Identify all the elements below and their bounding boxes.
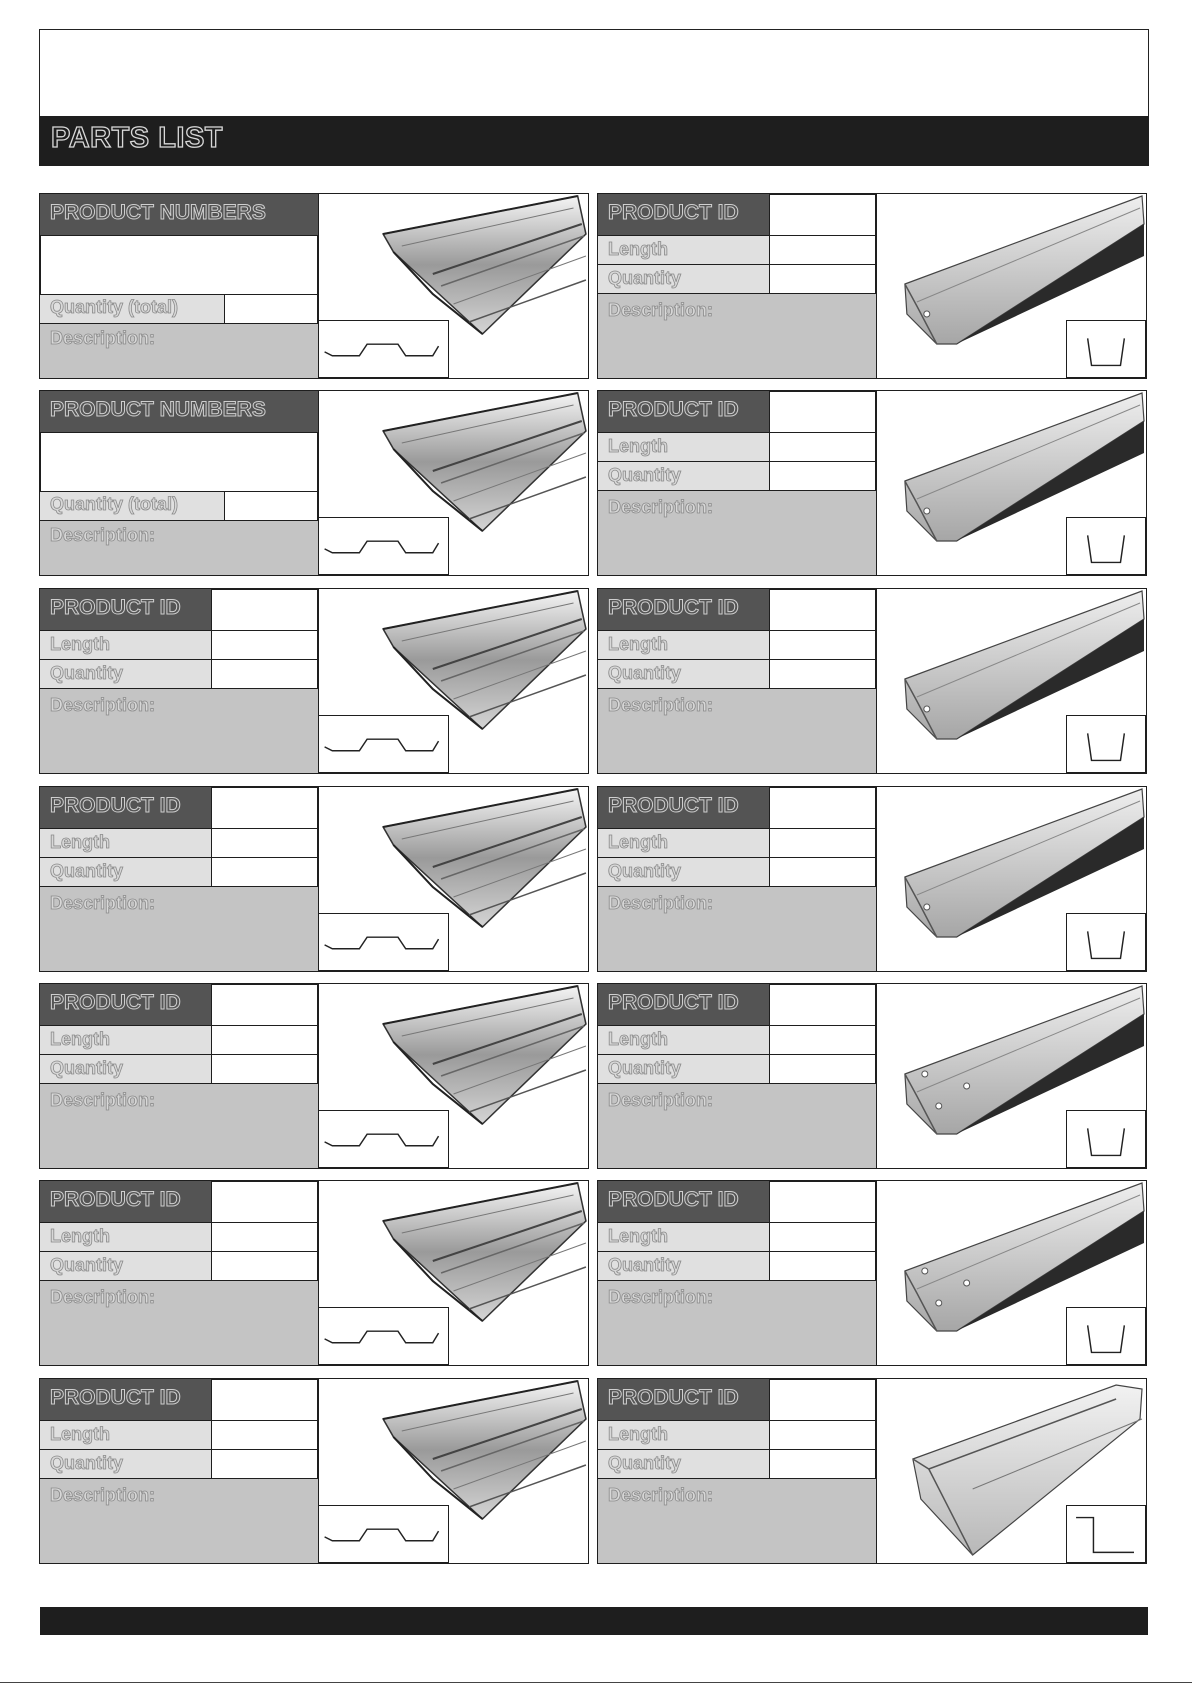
quantity-field[interactable]: [769, 857, 876, 887]
product-id-field[interactable]: [769, 1181, 876, 1223]
quantity-field[interactable]: [211, 857, 318, 887]
quantity-field[interactable]: [211, 659, 318, 689]
quantity-label: Quantity: [608, 465, 682, 485]
u-channel-profile-icon: [1066, 320, 1146, 378]
length-label: Length: [608, 832, 668, 852]
part-card: [597, 786, 1147, 972]
product-id-label: PRODUCT ID: [608, 596, 739, 619]
length-field[interactable]: [769, 630, 876, 660]
part-card: [597, 390, 1147, 576]
description-label: Description:: [608, 1287, 714, 1307]
description-label: Description:: [50, 1485, 156, 1505]
length-field[interactable]: [769, 1222, 876, 1252]
quantity-field[interactable]: [769, 461, 876, 491]
bottom-line: [0, 1682, 1192, 1683]
quantity-field[interactable]: [769, 1054, 876, 1084]
product-numbers-label: PRODUCT NUMBERS: [50, 201, 266, 224]
product-id-field[interactable]: [211, 589, 318, 631]
part-card: [39, 588, 589, 774]
description-label: Description:: [50, 893, 156, 913]
footer-bar: [40, 1607, 1148, 1635]
part-card: [597, 193, 1147, 379]
trapezoid-profile-icon: [318, 715, 449, 773]
quantity-label: Quantity: [608, 861, 682, 881]
quantity-label: Quantity: [50, 1255, 124, 1275]
product-id-label: PRODUCT ID: [50, 1386, 181, 1409]
product-id-field[interactable]: [211, 787, 318, 829]
description-label: Description:: [50, 328, 156, 348]
part-card: [39, 193, 589, 379]
part-card: [39, 390, 589, 576]
quantity-field[interactable]: [769, 1251, 876, 1281]
product-id-label: PRODUCT ID: [50, 991, 181, 1014]
trapezoid-profile-icon: [318, 1505, 449, 1563]
u-channel-profile-icon: [1066, 1110, 1146, 1168]
product-id-label: PRODUCT ID: [608, 201, 739, 224]
description-label: Description:: [608, 497, 714, 517]
part-card: [39, 983, 589, 1169]
quantity-label: Quantity: [608, 268, 682, 288]
length-field[interactable]: [211, 1420, 318, 1450]
quantity-field[interactable]: [769, 1449, 876, 1479]
length-field[interactable]: [211, 828, 318, 858]
u-channel-profile-icon: [1066, 715, 1146, 773]
quantity-field[interactable]: [769, 264, 876, 294]
description-label: Description:: [50, 1090, 156, 1110]
product-id-label: PRODUCT ID: [608, 1386, 739, 1409]
part-card: [597, 588, 1147, 774]
quantity-total-label: Quantity (total): [50, 297, 178, 317]
product-id-field[interactable]: [769, 984, 876, 1026]
part-card: [597, 983, 1147, 1169]
length-label: Length: [50, 1226, 110, 1246]
title-bar: [39, 116, 1149, 166]
product-id-label: PRODUCT ID: [608, 794, 739, 817]
page-title: PARTS LIST: [51, 122, 224, 154]
product-id-field[interactable]: [211, 1181, 318, 1223]
part-card: [597, 1378, 1147, 1564]
quantity-label: Quantity: [608, 663, 682, 683]
product-id-label: PRODUCT ID: [50, 596, 181, 619]
length-label: Length: [50, 634, 110, 654]
description-label: Description:: [608, 1090, 714, 1110]
description-label: Description:: [50, 695, 156, 715]
quantity-label: Quantity: [608, 1255, 682, 1275]
length-field[interactable]: [211, 1222, 318, 1252]
product-id-field[interactable]: [211, 1379, 318, 1421]
product-id-field[interactable]: [211, 984, 318, 1026]
length-label: Length: [608, 239, 668, 259]
quantity-label: Quantity: [50, 1453, 124, 1473]
quantity-total-label: Quantity (total): [50, 494, 178, 514]
trapezoid-profile-icon: [318, 1110, 449, 1168]
quantity-total-field[interactable]: [224, 294, 318, 324]
product-numbers-field[interactable]: [40, 432, 318, 492]
trapezoid-profile-icon: [318, 320, 449, 378]
length-field[interactable]: [769, 1025, 876, 1055]
trapezoid-profile-icon: [318, 517, 449, 575]
length-field[interactable]: [211, 1025, 318, 1055]
product-id-label: PRODUCT ID: [608, 991, 739, 1014]
product-id-field[interactable]: [769, 194, 876, 236]
quantity-label: Quantity: [50, 861, 124, 881]
product-id-field[interactable]: [769, 391, 876, 433]
length-field[interactable]: [769, 1420, 876, 1450]
product-id-label: PRODUCT ID: [50, 1188, 181, 1211]
description-label: Description:: [608, 300, 714, 320]
trapezoid-profile-icon: [318, 1307, 449, 1365]
product-id-label: PRODUCT ID: [608, 1188, 739, 1211]
length-label: Length: [608, 1029, 668, 1049]
quantity-field[interactable]: [211, 1251, 318, 1281]
quantity-label: Quantity: [50, 663, 124, 683]
quantity-field[interactable]: [769, 659, 876, 689]
product-numbers-label: PRODUCT NUMBERS: [50, 398, 266, 421]
length-field[interactable]: [769, 828, 876, 858]
length-field[interactable]: [769, 432, 876, 462]
quantity-field[interactable]: [211, 1449, 318, 1479]
length-label: Length: [608, 634, 668, 654]
product-id-label: PRODUCT ID: [50, 794, 181, 817]
quantity-label: Quantity: [50, 1058, 124, 1078]
product-numbers-field[interactable]: [40, 235, 318, 295]
product-id-field[interactable]: [769, 787, 876, 829]
u-channel-profile-icon: [1066, 913, 1146, 971]
length-field[interactable]: [211, 630, 318, 660]
product-id-field[interactable]: [769, 1379, 876, 1421]
u-channel-profile-icon: [1066, 1307, 1146, 1365]
product-id-field[interactable]: [769, 589, 876, 631]
part-card: [39, 1378, 589, 1564]
description-label: Description:: [608, 893, 714, 913]
length-label: Length: [608, 1226, 668, 1246]
quantity-total-field[interactable]: [224, 491, 318, 521]
quantity-field[interactable]: [211, 1054, 318, 1084]
quantity-label: Quantity: [608, 1453, 682, 1473]
product-id-label: PRODUCT ID: [608, 398, 739, 421]
length-label: Length: [50, 1029, 110, 1049]
part-card: [597, 1180, 1147, 1366]
description-label: Description:: [608, 695, 714, 715]
length-label: Length: [608, 1424, 668, 1444]
part-card: [39, 786, 589, 972]
length-label: Length: [50, 1424, 110, 1444]
part-card: [39, 1180, 589, 1366]
description-label: Description:: [608, 1485, 714, 1505]
u-channel-profile-icon: [1066, 517, 1146, 575]
description-label: Description:: [50, 525, 156, 545]
length-field[interactable]: [769, 235, 876, 265]
length-label: Length: [608, 436, 668, 456]
trapezoid-profile-icon: [318, 913, 449, 971]
description-label: Description:: [50, 1287, 156, 1307]
length-label: Length: [50, 832, 110, 852]
z-section-profile-icon: [1066, 1505, 1146, 1563]
quantity-label: Quantity: [608, 1058, 682, 1078]
